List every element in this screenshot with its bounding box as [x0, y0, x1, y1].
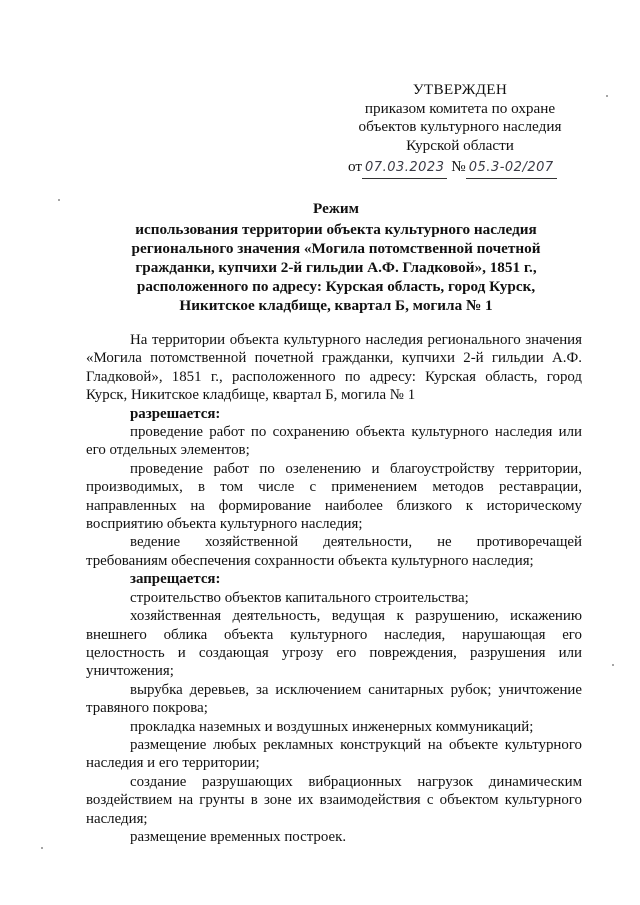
heading-subtitle: использования территории объекта культурного наследия регионального значения «Могила потомственной почетной гражданки, купчихи 2-й гильдии А.Ф. Гладковой», 1851 г., расположенного по адресу: Курская область, город Курск, Никитское кладбище, квартал Б, могила № 1 — [131, 221, 541, 314]
approval-stamp-block — [340, 81, 580, 179]
approval-line-1: приказом комитета по охране — [364, 99, 556, 117]
forbidden-item: размещение временных построек. — [130, 828, 347, 845]
approval-line-3: Курской области — [406, 136, 514, 154]
document-body — [86, 331, 582, 846]
scan-speck — [612, 664, 614, 666]
forbidden-item: строительство объектов капитального строительства; — [130, 589, 469, 606]
forbidden-item: создание разрушающих вибрационных нагрузок динамическим воздействием на грунты в зоне их взаимодействия с объектом культурного наследия; — [86, 773, 582, 827]
forbidden-label: запрещается: — [130, 571, 221, 588]
forbidden-item: вырубка деревьев, за исключением санитарных рубок; уничтожение травяного покрова; — [86, 681, 582, 717]
scan-speck — [58, 199, 60, 201]
allowed-item: проведение работ по озеленению и благоустройству территории, производимых, в том числе с применением методов реставрации, направленных на формирование наиболее близкого к историческому восприятию объекта культурного наследия; — [86, 460, 582, 533]
heading-title: Режим — [313, 200, 359, 217]
date-prefix: от — [348, 158, 363, 175]
approval-line-2: объектов культурного наследия — [358, 118, 562, 135]
handwritten-order-number: 05.3-02/207 — [466, 159, 557, 179]
allowed-label: разрешается: — [130, 405, 221, 422]
scan-speck — [606, 95, 608, 97]
scan-speck — [41, 847, 43, 849]
forbidden-item: хозяйственная деятельность, ведущая к разрушению, искажению внешнего облика объекта культурного наследия, нарушающая его целостность и создающая угрозу его повреждения, разрушения или уничтожения; — [86, 608, 582, 680]
approval-date-line — [340, 158, 580, 179]
number-prefix: № — [451, 158, 466, 175]
document-heading — [112, 199, 560, 315]
forbidden-item: прокладка наземных и воздушных инженерных коммуникаций; — [130, 718, 534, 735]
approval-title: УТВЕРЖДЕН — [412, 81, 508, 98]
handwritten-date: 07.03.2023 — [362, 159, 447, 179]
allowed-item: проведение работ по сохранению объекта культурного наследия или его отдельных элементов; — [86, 424, 582, 459]
allowed-item: ведение хозяйственной деятельности, не противоречащей требованиям обеспечения сохранности объекта культурного наследия; — [86, 534, 582, 569]
forbidden-item: размещение любых рекламных конструкций на объекте культурного наследия и его территории; — [86, 736, 582, 772]
intro-paragraph: На территории объекта культурного наследия регионального значения «Могила потомственной почетной гражданки, купчихи 2-й гильдии А.Ф. Гладковой», 1851 г., расположенного по адресу: Курская область, город Курск, Никитское кладбище, квартал Б, могила № 1 — [86, 332, 582, 404]
